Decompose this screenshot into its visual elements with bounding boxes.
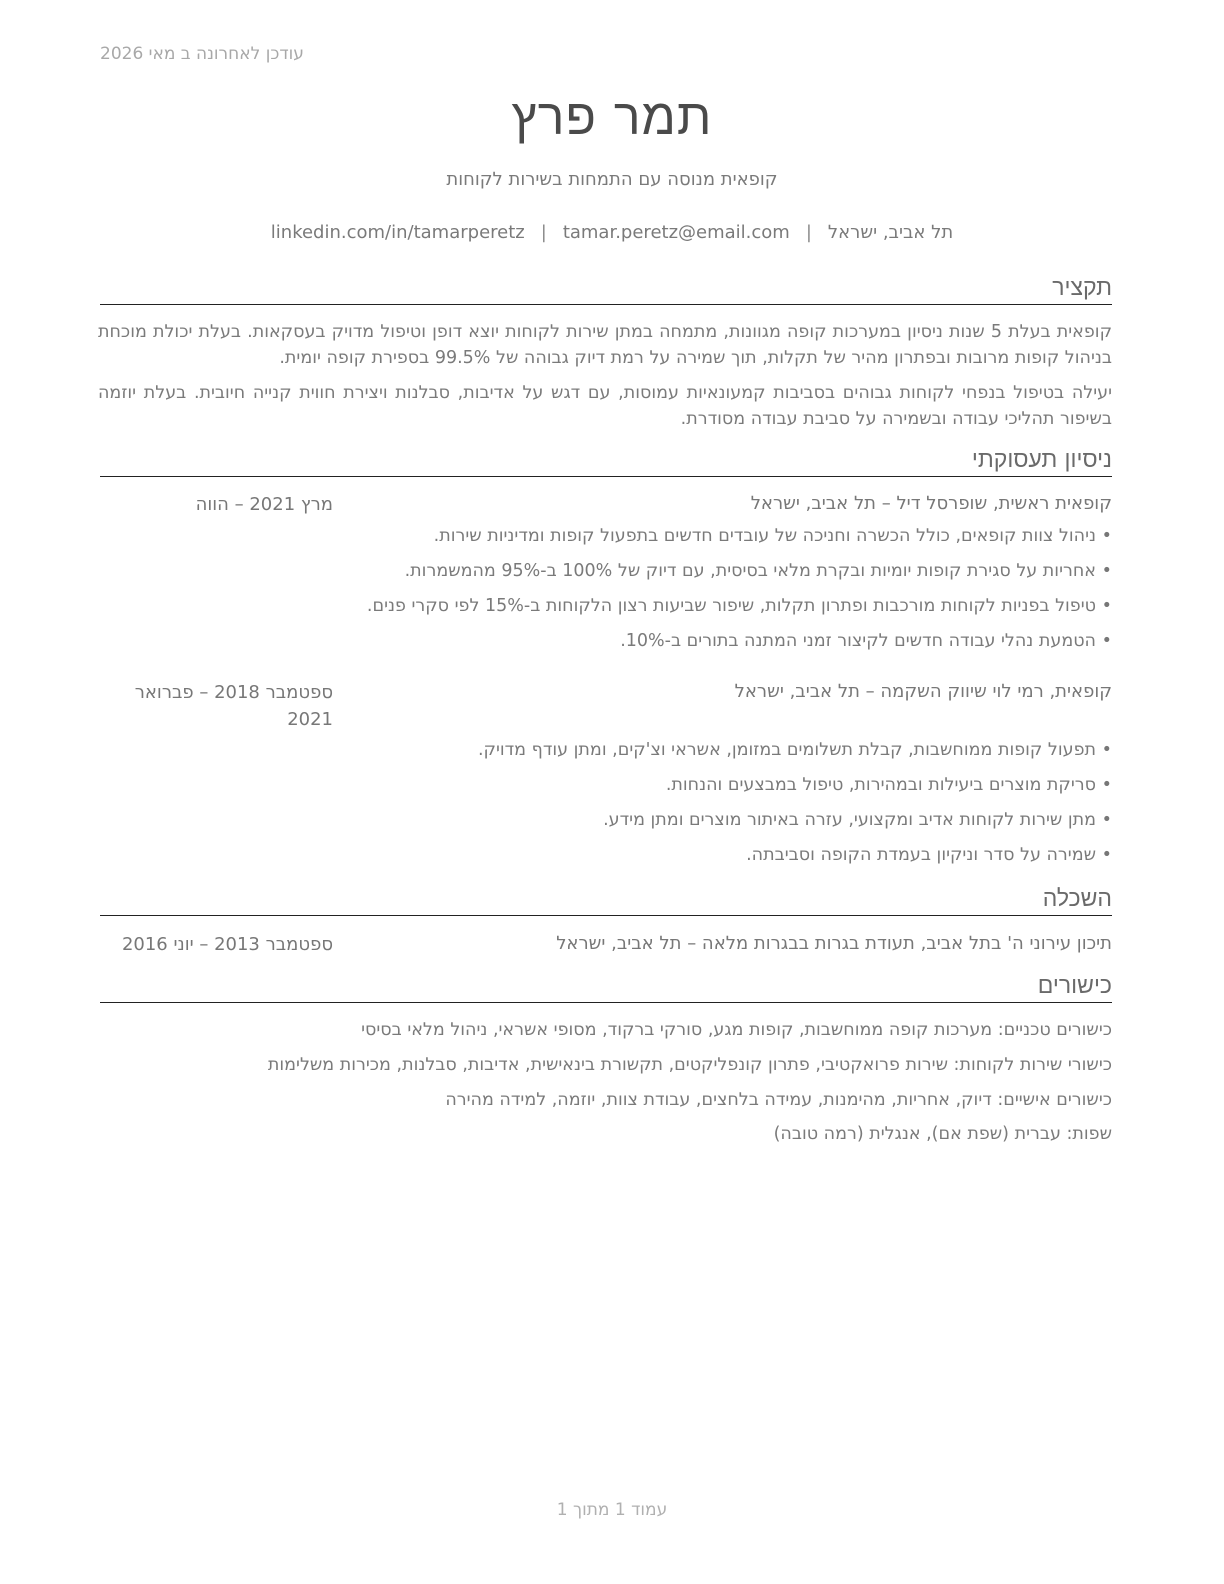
education-entry: תיכון עירוני ה' בתל אביב, תעודת בגרות בבגרות מלאה – תל אביב, ישראל (556, 933, 1112, 954)
skills-line: כישורי שירות לקוחות: שירות פרואקטיבי, פתרון קונפליקטים, תקשורת בינאישית, אדיבות, סבלנות, מכירות משלימות (267, 1055, 1112, 1075)
list-item (112, 523, 1112, 558)
summary-paragraph: קופאית בעלת 5 שנות ניסיון במערכות קופה מגוונות, מתמחה במתן שירות לקוחות יוצא דופן וטיפול מדויק בעסקאות. בעלת יכולת מוכחת בניהול קופות מרובות ובפתרון מהיר של תקלות, תוך שמירה על רמת דיוק גבוהה של 99.5% בספירת קופה יומית. (98, 322, 1112, 368)
job-bullets (112, 737, 1112, 877)
section-title-summary: תקציר (100, 274, 1112, 305)
email-link[interactable]: tamar.peretz@email.com (562, 222, 790, 243)
bullet-text: הטמעת נהלי עבודה חדשים לקיצור זמני המתנה בתורים ב-10%. (620, 631, 1096, 651)
list-item (112, 628, 1112, 663)
bullet-text: תפעול קופות ממוחשבות, קבלת תשלומים במזומן, אשראי וצ'קים, ומתן עודף מדויק. (477, 740, 1096, 760)
job-bullets (112, 523, 1112, 663)
bullet-icon: • (1101, 810, 1112, 830)
page-number: עמוד 1 מתוך 1 (556, 1500, 668, 1520)
job-title: קופאית, רמי לוי שיווק השקמה – תל אביב, ישראל (734, 681, 1112, 702)
bullet-icon: • (1101, 845, 1112, 865)
bullet-text: סריקת מוצרים ביעילות ובמהירות, טיפול במבצעים והנחות. (665, 775, 1096, 795)
bullet-icon: • (1101, 775, 1112, 795)
bullet-text: מתן שירות לקוחות אדיב ומקצועי, עזרה באיתור מוצרים ומתן מידע. (603, 810, 1096, 830)
skills-line: כישורים אישיים: דיוק, אחריות, מהימנות, עמידה בלחצים, עבודת צוות, יוזמה, למידה מהירה (445, 1090, 1112, 1110)
skills-line: שפות: עברית (שפת אם), אנגלית (רמה טובה) (773, 1124, 1112, 1144)
contact-separator: | (805, 222, 812, 243)
list-item (112, 772, 1112, 807)
bullet-text: טיפול בפניות לקוחות מורכבות ופתרון תקלות, שיפור שביעות רצון הלקוחות ב-15% לפי סקרי פנים. (366, 596, 1096, 616)
bullet-icon: • (1101, 740, 1112, 760)
last-updated-note: עודכן לאחרונה ב מאי 2026 (100, 44, 304, 64)
candidate-headline: קופאית מנוסה עם התמחות בשירות לקוחות (446, 169, 778, 190)
bullet-icon: • (1101, 596, 1112, 616)
section-title-education: השכלה (100, 885, 1112, 916)
job-date: ספטמבר 2018 – פברואר 2021 (134, 682, 333, 730)
bullet-text: שמירה על סדר וניקיון בעמדת הקופה וסביבתה. (746, 845, 1096, 865)
summary-paragraph: יעילה בטיפול בנפחי לקוחות גבוהים בסביבות קמעונאיות עמוסות, עם דגש על אדיבות, סבלנות ויצירת חווית קנייה חיובית. בעלת יוזמה בשיפור תהליכי עבודה ובשמירה על סביבת עבודה מסודרת. (98, 383, 1112, 429)
education-date: ספטמבר 2013 – יוני 2016 (121, 934, 333, 955)
section-title-experience: ניסיון תעסוקתי (100, 446, 1112, 477)
job-date: מרץ 2021 – הווה (195, 494, 333, 515)
contact-line (0, 222, 1224, 243)
location-text: תל אביב, ישראל (827, 222, 954, 243)
bullet-text: ניהול צוות קופאים, כולל הכשרה וחניכה של עובדים חדשים בתפעול קופות ומדיניות שירות. (433, 526, 1096, 546)
list-item (112, 842, 1112, 877)
bullet-icon: • (1101, 561, 1112, 581)
job-title: קופאית ראשית, שופרסל דיל – תל אביב, ישראל (750, 493, 1112, 514)
candidate-name: תמר פרץ (511, 88, 713, 146)
section-title-skills: כישורים (100, 972, 1112, 1003)
bullet-icon: • (1101, 526, 1112, 546)
list-item (112, 737, 1112, 772)
contact-separator: | (540, 222, 547, 243)
bullet-icon: • (1101, 631, 1112, 651)
list-item (112, 593, 1112, 628)
list-item (112, 807, 1112, 842)
bullet-text: אחריות על סגירת קופות יומיות ובקרת מלאי בסיסית, עם דיוק של 100% ב-95% מהמשמרות. (404, 561, 1096, 581)
linkedin-link[interactable]: linkedin.com/in/tamarperetz (270, 222, 525, 243)
skills-line: כישורים טכניים: מערכות קופה ממוחשבות, קופות מגע, סורקי ברקוד, מסופי אשראי, ניהול מלאי בסיסי (361, 1020, 1112, 1040)
list-item (112, 558, 1112, 593)
